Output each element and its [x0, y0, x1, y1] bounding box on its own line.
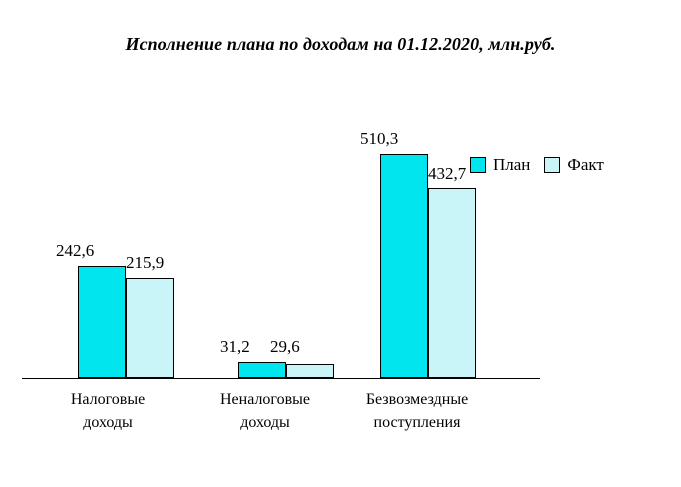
category-label-3-line-1: Безвозмездные: [365, 391, 469, 408]
bar-label-plan-1: 242,6: [56, 241, 95, 260]
bar-label-fact-1: 215,9: [126, 253, 165, 272]
legend-label-fact: Факт: [567, 155, 604, 174]
category-label-2: [190, 388, 340, 434]
category-label-2-line-2: доходы: [240, 414, 290, 431]
category-label-1: [38, 388, 178, 434]
bar-fact-3[interactable]: [428, 188, 476, 378]
legend-label-plan: План: [493, 155, 531, 174]
category-label-1-line-1: Налоговые: [70, 391, 146, 408]
legend-swatch-fact-icon: [544, 157, 560, 173]
chart-title: Исполнение плана по доходам на 01.12.2020, млн.руб.: [125, 34, 556, 54]
chart-legend: [470, 155, 604, 175]
plot-area: [22, 100, 562, 378]
bar-plan-3[interactable]: [380, 154, 428, 378]
bar-group-3: [358, 100, 508, 378]
bar-fact-2[interactable]: [286, 364, 334, 378]
axis-baseline: [22, 378, 540, 379]
bar-label-plan-3: 510,3: [360, 129, 399, 148]
legend-swatch-plan-icon: [470, 157, 486, 173]
bar-plan-2[interactable]: [238, 362, 286, 378]
legend-item-fact[interactable]: [544, 155, 603, 175]
bar-group-2: [218, 100, 358, 378]
bar-plan-1[interactable]: [78, 266, 126, 378]
bar-fact-1[interactable]: [126, 278, 174, 378]
bar-label-plan-2: 31,2: [220, 337, 250, 356]
category-label-1-line-2: доходы: [83, 414, 133, 431]
legend-item-plan[interactable]: [470, 155, 530, 175]
bar-label-fact-2: 29,6: [270, 337, 300, 356]
category-label-3-line-2: поступления: [373, 414, 461, 431]
bar-label-fact-3: 432,7: [428, 164, 467, 183]
category-label-2-line-1: Неналоговые: [219, 391, 310, 408]
bar-group-1: [58, 100, 198, 378]
category-label-3: [337, 388, 497, 434]
